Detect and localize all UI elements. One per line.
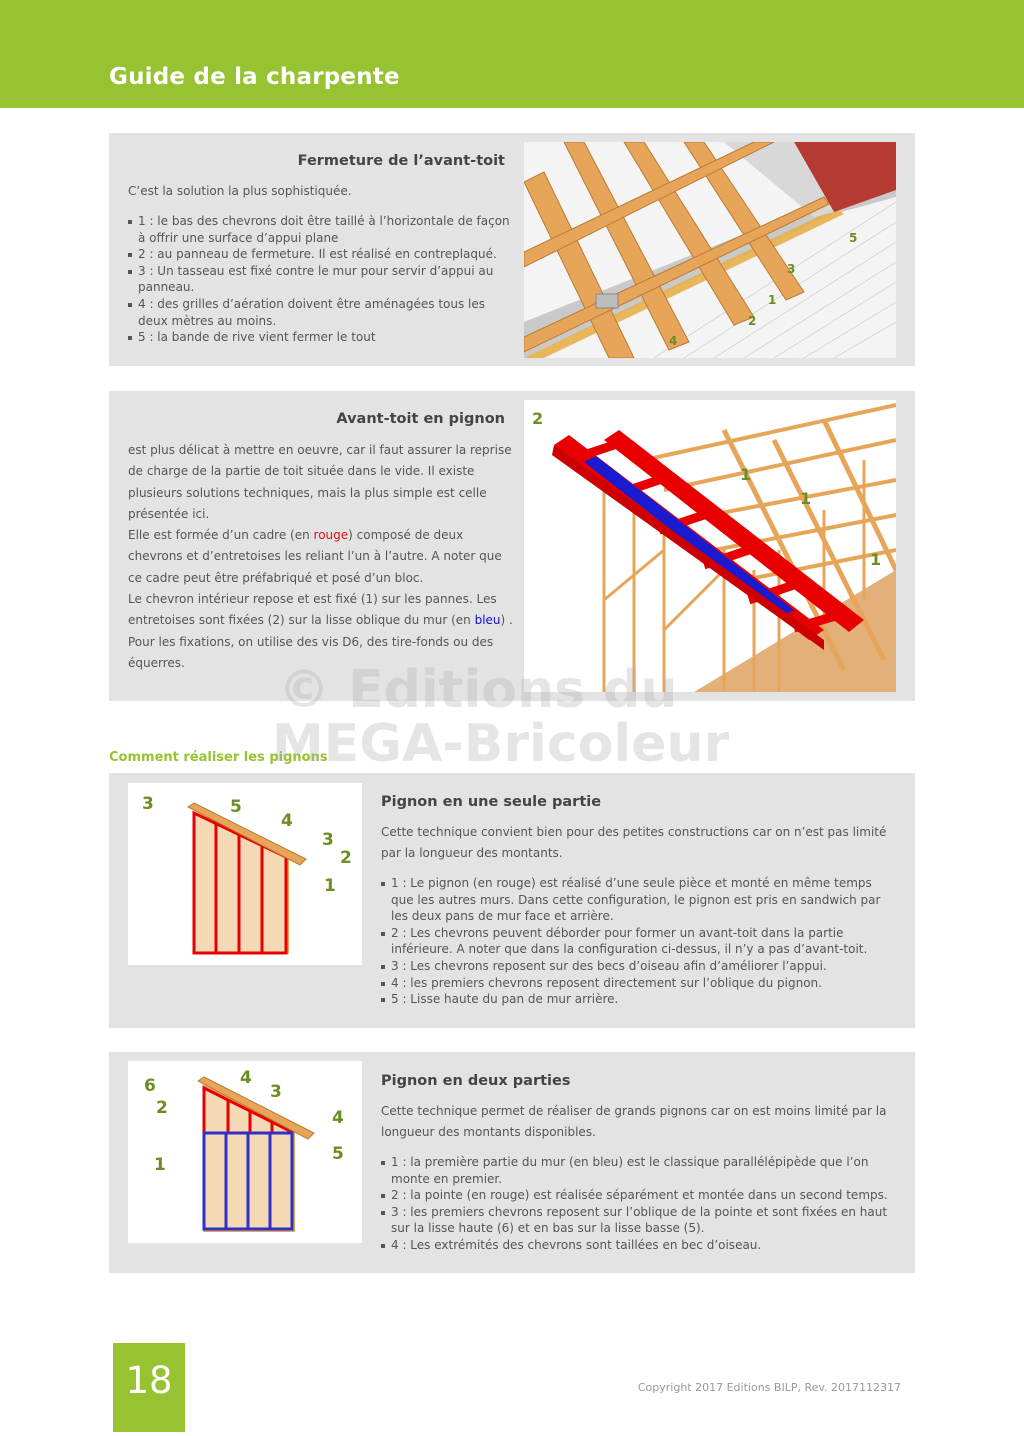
list-item: 5 : la bande de rive vient fermer le tout	[128, 329, 510, 346]
page-header	[0, 0, 1024, 108]
watermark-line-1: © Editions du	[278, 660, 678, 720]
panel-intro: Cette technique permet de réaliser de grands pignons car on est moins limité par la longueur des montants disponibles.	[381, 1104, 887, 1140]
callout-label: 2	[340, 848, 352, 868]
callout-label: 2	[748, 314, 757, 328]
callout-label: 1	[324, 876, 336, 896]
page-number: 18	[125, 1359, 173, 1402]
gable-overhang-illustration	[524, 400, 896, 692]
section-title: Comment réaliser les pignons	[109, 750, 328, 765]
page-number-box	[113, 1343, 185, 1432]
bullet-list	[128, 213, 510, 346]
callout-label: 4	[240, 1068, 252, 1088]
eave-closure-illustration	[524, 142, 896, 358]
callout-label: 5	[849, 231, 858, 245]
list-item: 1 : la première partie du mur (en bleu) est le classique parallélépipède que l’on monte en premier.	[381, 1154, 896, 1187]
list-item: 1 : Le pignon (en rouge) est réalisé d’une seule pièce et monté en même temps que les autres murs. Dans cette configuration, le pignon est pris en sandwich par les deux pans de mur face et arrière.	[381, 875, 896, 925]
callout-label: 3	[787, 262, 796, 276]
callout-label: 3	[270, 1082, 282, 1102]
callout-label: 1	[740, 465, 752, 484]
panel-title: Fermeture de l’avant-toit	[297, 153, 505, 169]
callout-label: 4	[281, 811, 293, 831]
panel-title: Pignon en deux parties	[381, 1073, 571, 1089]
callout-label: 2	[532, 409, 544, 428]
callout-label: 1	[870, 550, 882, 569]
list-item: 3 : les premiers chevrons reposent sur l’oblique de la pointe et sont fixées en haut sur la lisse haute (6) et en bas sur la lisse basse (5).	[381, 1204, 896, 1237]
list-item: 3 : Les chevrons reposent sur des becs d’oiseau afin d’améliorer l’appui.	[381, 958, 896, 975]
panel-gable-two-piece	[109, 1052, 915, 1273]
list-item: 4 : les premiers chevrons reposent directement sur l’oblique du pignon.	[381, 975, 896, 992]
list-item: 4 : Les extrémités des chevrons sont taillées en bec d’oiseau.	[381, 1237, 896, 1254]
callout-label: 3	[142, 794, 154, 814]
bullet-list	[381, 875, 896, 1008]
paragraph: Pour les fixations, on utilise des vis D6, des tire-fonds ou des équerres.	[128, 634, 494, 670]
watermark-line-2: MEGA-Bricoleur	[272, 714, 730, 774]
panel-title: Pignon en une seule partie	[381, 794, 602, 810]
callout-label: 3	[322, 830, 334, 850]
panel-intro: Cette technique convient bien pour des petites constructions car on n’est pas limité par la longueur des montants.	[381, 825, 887, 861]
paragraph: est plus délicat à mettre en oeuvre, car il faut assurer la reprise de charge de la partie de toit située dans le vide. Il existe plusieurs solutions techniques, mais la plus simple est celle présentée ici.	[128, 443, 512, 521]
callout-label: 2	[156, 1098, 168, 1118]
list-item: 2 : au panneau de fermeture. Il est réalisé en contreplaqué.	[128, 246, 510, 263]
page-title: Guide de la charpente	[109, 64, 400, 90]
panel-intro: C’est la solution la plus sophistiquée.	[128, 184, 352, 198]
bullet-list	[381, 1154, 896, 1254]
panel-body	[128, 440, 513, 674]
panel-gable-one-piece	[109, 773, 915, 1028]
gable-one-piece-illustration	[128, 783, 362, 965]
callout-label: 1	[768, 293, 777, 307]
copyright-notice: Copyright 2017 Editions BILP, Rev. 2017112317	[637, 1381, 901, 1394]
color-word-blue: bleu	[474, 613, 501, 628]
list-item: 1 : le bas des chevrons doit être taillé à l’horizontale de façon à offrir une surface d’appui plane	[128, 213, 510, 246]
callout-label: 1	[800, 489, 812, 508]
list-item: 2 : la pointe (en rouge) est réalisée séparément et montée dans un second temps.	[381, 1187, 896, 1204]
callout-label: 4	[669, 334, 678, 348]
paragraph: Elle est formée d’un cadre (en rouge) composé de deux chevrons et d’entretoises les reliant l’un à l’autre. A noter que ce cadre peut être préfabriqué et posé d’un bloc.	[128, 528, 502, 585]
panel-eave-closure	[109, 133, 915, 366]
list-item: 2 : Les chevrons peuvent déborder pour former un avant-toit dans la partie inférieure. A noter que dans la configuration ci-dessus, il n’y a pas d’avant-toit.	[381, 925, 896, 958]
panel-gable-overhang	[109, 391, 915, 701]
callout-label: 6	[144, 1076, 156, 1096]
paragraph: Le chevron intérieur repose et est fixé (1) sur les pannes. Les entretoises sont fixées (2) sur la lisse oblique du mur (en bleu) .	[128, 592, 513, 628]
callout-label: 5	[332, 1144, 344, 1164]
list-item: 5 : Lisse haute du pan de mur arrière.	[381, 991, 896, 1008]
color-word-red: rouge	[313, 528, 349, 543]
list-item: 4 : des grilles d’aération doivent être aménagées tous les deux mètres au moins.	[128, 296, 510, 329]
callout-label: 4	[332, 1108, 344, 1128]
callout-label: 5	[230, 797, 242, 817]
panel-title: Avant-toit en pignon	[336, 411, 505, 427]
gable-two-piece-illustration	[128, 1061, 362, 1243]
callout-label: 1	[154, 1155, 166, 1175]
list-item: 3 : Un tasseau est fixé contre le mur pour servir d’appui au panneau.	[128, 263, 510, 296]
